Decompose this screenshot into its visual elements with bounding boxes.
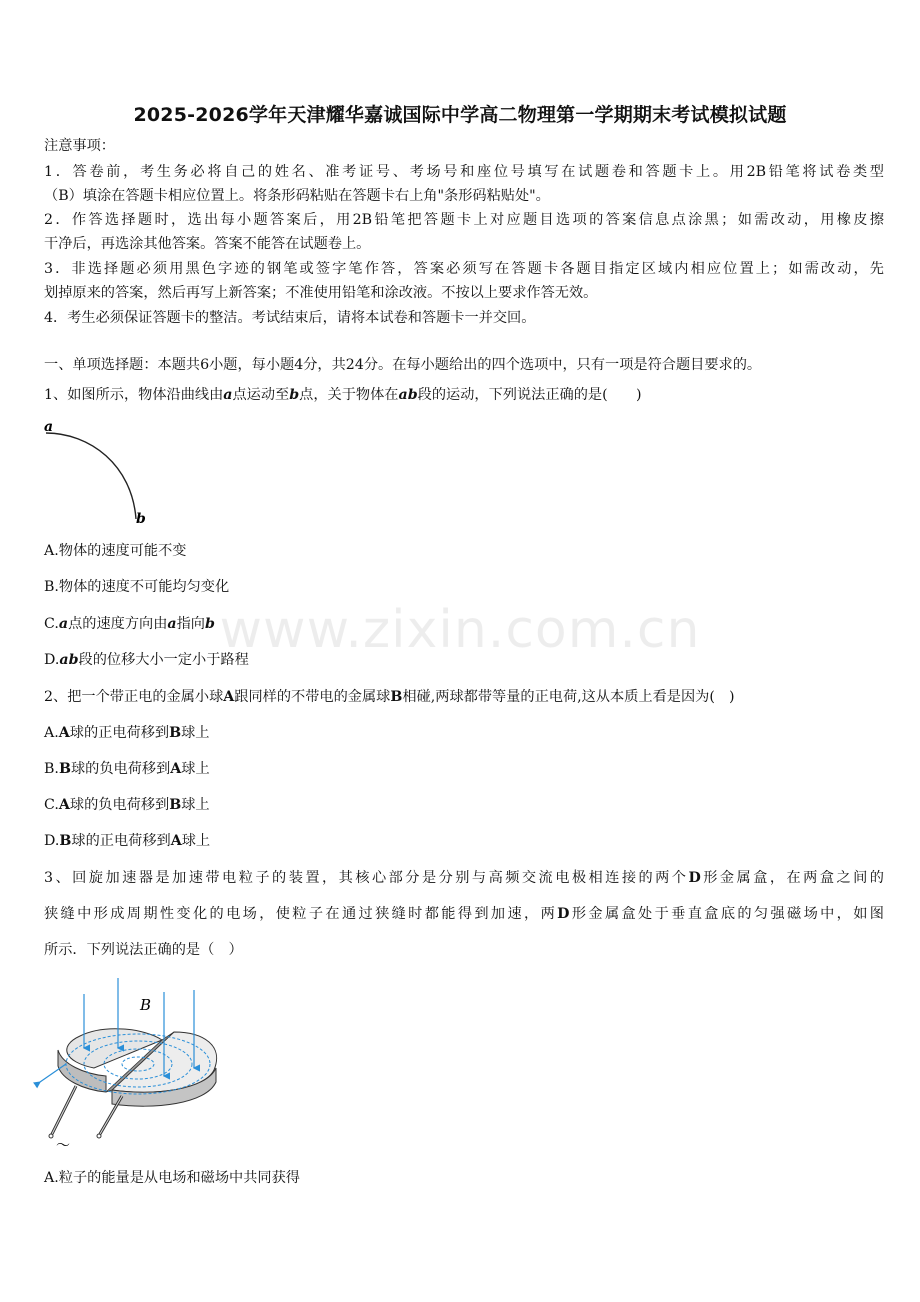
notice-heading: 注意事项： <box>44 138 115 154</box>
notice-line: 4．考生必须保证答题卡的整洁。考试结束后，请将本试卷和答题卡一并交回。 <box>44 310 536 326</box>
notice-line: 划掉原来的答案，然后再写上新答案；不准使用铅笔和涂改液。不按以上要求作答无效。 <box>44 285 598 301</box>
curve-label-a: a <box>44 419 54 435</box>
notice-line: 1．答卷前，考生务必将自己的姓名、准考证号、考场号和座位号填写在试题卷和答题卡上。用2B铅笔将试卷类型 <box>44 164 884 180</box>
notice-line: 干净后，再选涂其他答案。答案不能答在试题卷上。 <box>44 236 371 252</box>
q3-option-a: A.粒子的能量是从电场和磁场中共同获得 <box>44 1170 300 1186</box>
page-title: 2025-2026学年天津耀华嘉诚国际中学高二物理第一学期期末考试模拟试题 <box>133 104 787 126</box>
terminal <box>97 1134 101 1138</box>
notice-line: 2．作答选择题时，选出每小题答案后，用2B铅笔把答题卡上对应题目选项的答案信息点涂黑；如需改动，用橡皮擦 <box>44 212 884 228</box>
terminal <box>49 1134 53 1138</box>
ac-source-symbol: ～ <box>56 1138 70 1154</box>
question-3-stem-line: 狭缝中形成周期性变化的电场，使粒子在通过狭缝时都能得到加速，两D形金属盒处于垂直盒底的匀强磁场中，如图 <box>44 906 884 922</box>
question-2-stem: 2、把一个带正电的金属小球A跟同样的不带电的金属球B相碰,两球都带等量的正电荷,这从本质上看是因为( ) <box>44 689 735 705</box>
electrode-lead <box>52 1086 76 1134</box>
field-label-b: B <box>140 996 152 1014</box>
question-1-stem: 1、如图所示，物体沿曲线由a点运动至b点，关于物体在ab段的运动，下列说法正确的是( ) <box>44 387 642 403</box>
question-3-stem-line: 所示．下列说法正确的是（ ） <box>44 942 243 958</box>
curve-label-b: b <box>136 511 146 527</box>
q1-option-b: B.物体的速度不可能均匀变化 <box>44 579 230 595</box>
section-heading: 一、单项选择题：本题共6小题，每小题4分，共24分。在每小题给出的四个选项中，只有一项是符合题目要求的。 <box>44 357 762 373</box>
curve-ab-path <box>46 433 136 519</box>
question-3-stem-line: 3、回旋加速器是加速带电粒子的装置，其核心部分是分别与高频交流电极相连接的两个D形金属盒，在两盒之间的 <box>44 870 884 886</box>
notice-line: 3．非选择题必须用黑色字迹的钢笔或签字笔作答，答案必须写在答题卡各题目指定区域内相应位置上；如需改动，先 <box>44 261 884 277</box>
cyclotron-figure <box>34 972 234 1152</box>
q1-option-c: C.a点的速度方向由a指向b <box>44 616 215 632</box>
q2-option-b: B.B球的负电荷移到A球上 <box>44 761 210 777</box>
electrode-lead <box>100 1096 122 1134</box>
q2-option-d: D.B球的正电荷移到A球上 <box>44 833 211 849</box>
curve-figure <box>40 415 160 527</box>
q2-option-c: C.A球的负电荷移到B球上 <box>44 797 210 813</box>
watermark: www.zixin.com.cn <box>219 600 701 660</box>
q2-option-a: A.A球的正电荷移到B球上 <box>44 725 210 741</box>
q1-option-d: D.ab段的位移大小一定小于路程 <box>44 652 249 668</box>
q1-option-a: A.物体的速度可能不变 <box>44 543 187 559</box>
notice-line: （B）填涂在答题卡相应位置上。将条形码粘贴在答题卡右上角"条形码粘贴处"。 <box>44 188 550 204</box>
